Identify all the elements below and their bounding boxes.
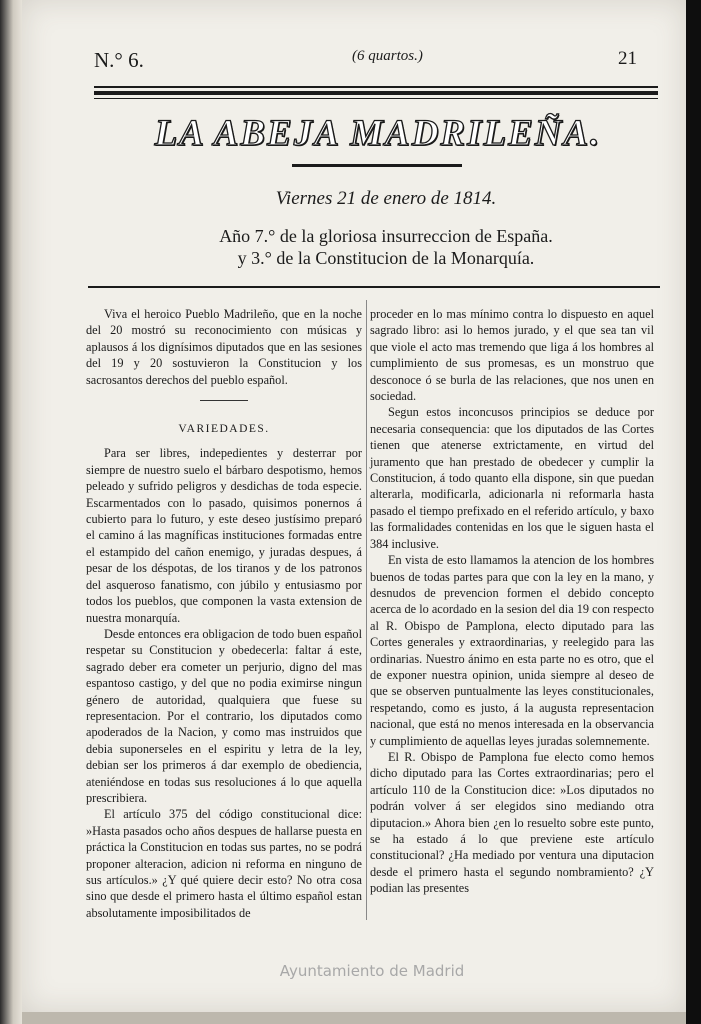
article-paragraph: En vista de esto llamamos la atencion de los hombres buenos de todas partes para que con la ley en la mano, y desnudos de prevencion formen el debido concepto acerca de lo acordado en la sesion del dia 19 con respecto al R. Obispo de Pamplona, electo diputado para las Cortes generales y extraordinarias, y reelegido para las ordinarias. Nuestro ánimo en esta parte no es otro, que el de exponer nuestra opinion, unida siempre al deseo de que se observen puntualmente las leyes constitucionales, respetando, como es justo, á la augusta representacion nacional, que está no menos interesada en la observancia y cumplimiento de aquellas leyes juradas solemnemente. bbox=[370, 553, 654, 748]
masthead-top-rule-3 bbox=[94, 98, 658, 99]
section-title: VARIEDADES. bbox=[178, 423, 270, 436]
section-separator bbox=[200, 400, 248, 401]
masthead-top-rule-2 bbox=[94, 91, 658, 95]
intro-paragraph: Viva el heroico Pueblo Madrileño, que en la noche del 20 mostró su reconocimiento con músicas y aplausos á los dignísimos diputados que en las sesiones del 19 y 20 sostuvieron la Constitucion y los sacrosantos derechos del pueblo español. bbox=[86, 307, 362, 387]
right-column bbox=[370, 306, 654, 897]
masthead-title: LA ABEJA MADRILEÑA. bbox=[154, 113, 602, 154]
article-paragraph: Para ser libres, indepedientes y desterrar por siempre de nuestro suelo el bárbaro despotismo, hemos peleado y sufrido peligros y desdichas de toda especie. Escarmentados con lo pasado, quisimos ponernos á cubierto para lo futuro, y este deseo justísimo preparó el camino á las magníficas instituciones formadas entre el estampido del cañon enemigo, y juradas despues, á pesar de los déspotas, de los tiranos y de los patronos del asqueroso fanatismo, con júbilo y entusiasmo por todos los pueblos, que componen la vasta extension de nuestra monarquía. bbox=[86, 446, 362, 625]
masthead-ornament-rule bbox=[292, 164, 462, 167]
header-bottom-rule bbox=[88, 286, 660, 288]
column-divider bbox=[366, 300, 367, 920]
subtitle-line-2: y 3.° de la Constitucion de la Monarquía. bbox=[237, 248, 535, 268]
scan-border bbox=[686, 0, 701, 1024]
page-number: 21 bbox=[618, 48, 637, 69]
left-column bbox=[86, 306, 362, 921]
article-paragraph: El artículo 375 del código constitucional dice: »Hasta pasados ocho años despues de hallarse puesta en práctica la Constitucion en todas sus partes, no se podrá proponer alteracion, adicion ni reforma en ninguno de sus artículos.» ¿Y qué quiere decir esto? No otra cosa sino que desde el primero hasta el último español estan absolutamente imposibilitados de bbox=[86, 807, 362, 920]
article-paragraph: proceder en lo mas mínimo contra lo dispuesto en aquel sagrado libro: asi lo hemos jurado, y el que sea tan vil que viole el acto mas tremendo que liga á los hombres al cumplimiento de sus promesas, es un monstruo que desconoce ó se burla de las relaciones, que nos unen en sociedad. bbox=[370, 307, 654, 404]
page-bottom-edge bbox=[22, 1012, 686, 1024]
article-paragraph: Segun estos inconcusos principios se deduce por necesaria consequencia: que los diputados de las Cortes tienen que atenerse extrictamente, en virtud del juramento que han prestado de obedecer y cumplir la Constitucion, á todo quanto ella dispone, sin que puedan alterarla, modificarla, adicionarla ni reformarla hasta pasado el tiempo prefixado en el referido artículo, y baxo las formalidades contenidas en los que le siguen hasta el 384 inclusive. bbox=[370, 405, 654, 551]
archive-watermark: Ayuntamiento de Madrid bbox=[279, 962, 465, 980]
dateline: Viernes 21 de enero de 1814. bbox=[275, 188, 497, 209]
masthead-top-rule-1 bbox=[94, 86, 658, 88]
newspaper-page bbox=[22, 0, 686, 1012]
issue-number: N.° 6. bbox=[94, 48, 144, 72]
issue-price: (6 quartos.) bbox=[352, 48, 423, 64]
subtitle-line-1: Año 7.° de la gloriosa insurreccion de España. bbox=[219, 226, 553, 246]
article-paragraph: El R. Obispo de Pamplona fue electo como hemos dicho diputado para las Cortes extraordinarias; pero el artículo 110 de la Constitucion dice: »Los diputados no podrán volver á ser elegidos sino mediando otra diputacion.» Ahora bien ¿en lo resuelto sobre este punto, se ha estado á lo que previene este artículo constitucional? ¿Ha mediado por ventura una diputacion desde el primero hasta el segundo nombramiento? ¿Y podian las presentes bbox=[370, 749, 654, 896]
article-paragraph: Desde entonces era obligacion de todo buen español respetar su Constitucion y obedecerla: faltar á este, sagrado deber era cometer un perjurio, digno del mas espantoso castigo, y del que no podia eximirse ningun género de autoridad, qualquiera que fuese su representacion. Por el contrario, los diputados como apoderados de la Nacion, y como mas instruidos que debia suponerseles en el espiritu y letra de la ley, debian ser los primeros á dar exemplo de obediencia, ateniéndose en todas sus resoluciones á lo que aquella prescribiera. bbox=[86, 626, 362, 805]
book-spine-edge bbox=[0, 0, 22, 1024]
